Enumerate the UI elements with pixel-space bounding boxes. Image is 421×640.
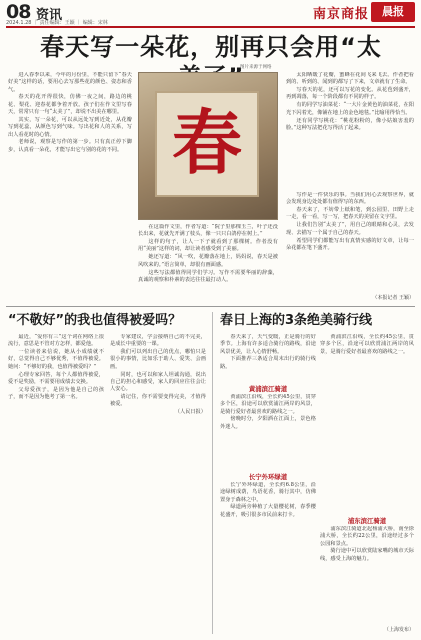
paragraph: 春天的花开得很快，仿佛一夜之间，路边的桃花、梨花、迎春花都争着开放。孩子们在作文里写春天，常常只有一句“太美了”，却说不出美在哪里。: [8, 94, 132, 116]
paragraph: 春天来了，不妨带上纸和笔，到公园里、田野上走一走，看一看，写一写，把春天的美留在文字里。: [286, 207, 414, 221]
paragraph: 在这篇作文里，作者写道：“院子里那棵玉兰，叶子还没长出来，花就先开满了枝头，像一只只白鸽停在树上。”: [138, 224, 278, 238]
paragraph: 太阳晒暖了花瓣，蜜蜂在花间飞来飞去。作者把看到的、听到的、闻到的都写了下来，文章就有了生命。: [286, 72, 414, 86]
feature-signoff: （本报记者 王颖）: [372, 295, 414, 301]
route-heading-pudong: 浦东滨江骑道: [347, 517, 387, 525]
paragraph: 心理专家回答，每个人都值得被爱，爱不是奖励，不需要用成绩去交换。: [8, 371, 104, 385]
essay-column-1: [8, 334, 104, 634]
feature-column-1: [8, 72, 132, 304]
paragraph: 进入春季以来，今年的月份里，不能只留下“春天好美”这样的话，要用心去写那些花的颜色、姿态和香气。: [8, 72, 132, 93]
paper-logo: 晨报: [371, 2, 415, 22]
paragraph: 父母爱孩子，是因为他是自己的孩子，而不是因为他考了第一名。: [8, 386, 104, 401]
feature-column-3: [286, 72, 414, 190]
route-text-changning: [220, 482, 316, 632]
essay-column-2: [110, 334, 206, 634]
paper-name: 南京商报: [312, 7, 369, 22]
paragraph: 专家建议，学会接纳自己的不完美，是成长中重要的一课。: [110, 334, 206, 348]
issue-date: 2024.1.28 ｜ 责任编辑：王颖 ｜ 编辑：宋林: [6, 20, 108, 26]
paragraph: 绿道两旁种植了大量樱花树，春季樱花盛开，吸引很多市民前来打卡。: [220, 504, 316, 518]
masthead: [0, 0, 421, 24]
travel-continuation: [320, 334, 414, 512]
paragraph: 浦东滨江骑道北起杨浦大桥，南至徐浦大桥，全长约22公里，沿途经过多个公园和景点。: [320, 526, 414, 547]
paragraph: 黄浦滨江沿线，全长约45公里，贯穿多个区，沿途可以欣赏浦江两岸的风景，是骑行爱好者最喜欢的路线之一。: [320, 334, 414, 355]
feature-headline: 春天写一朵花，别再只会用“太: [40, 33, 382, 61]
paragraph: 黄浦滨江沿线，全长约45公里，贯穿多个区，沿途可以欣赏浦江两岸的风景，是骑行爱好者最喜欢的路线之一。: [220, 394, 316, 415]
feature-column-2: [138, 224, 278, 304]
route-heading-changning: 长宁外环绿道: [248, 473, 288, 481]
paragraph: 请记住，你不需要变得完美，才值得被爱。: [110, 394, 206, 408]
route-text-pudong: [320, 526, 414, 622]
paragraph: 这样的句子，让人一下子就看到了那棵树。作者没有用“美丽”这样的词，却让读者感受到了美丽。: [138, 239, 278, 253]
paragraph: 让我们告别“太美了”，用自己的眼睛和心灵，去发现、去描写一个属于自己的春天。: [286, 222, 414, 236]
paragraph: 长宁外环绿道，全长约6.8公里，沿途绿树成荫，鸟语花香，骑行其中，仿佛置身于森林之中。: [220, 482, 316, 503]
header-rule: [6, 26, 415, 28]
travel-headline: 春日上海的3条绝美骑行线: [220, 313, 373, 328]
column-divider: [212, 312, 213, 634]
paragraph: 我们可以列出自己的优点，哪怕只是很小的事情，比如乐于助人、爱笑、会画画。: [110, 349, 206, 370]
paragraph: 同时，也可以和家人坦诚沟通，说出自己的担心和感受，家人的回应往往会让人安心。: [110, 371, 206, 393]
paragraph: 老师说，观察是写作的第一步。只有真正停下脚步，认真看一朵花，才能写出它与别的花的不同。: [8, 139, 132, 153]
travel-intro: [220, 334, 316, 378]
paragraph: 希望同学们都能写出有真情实感的好文章，让每一朵花都在笔下盛开。: [286, 237, 414, 251]
essay-headline: “不敬好”的我也值得被爱吗？: [8, 313, 182, 328]
feature-photo: [138, 72, 278, 220]
travel-signoff: （上海发布）: [383, 627, 414, 633]
paragraph: 春天来了，天气变暖，正是骑行的好季节。上海有许多适合骑行的路线，沿途风景优美，让人心情舒畅。: [220, 334, 316, 355]
page-number: 08: [6, 1, 31, 23]
paragraph: 一位读者来信说，她从小成绩就不好，总觉得自己不够优秀，不值得被爱。她问：“不够好的我，也值得被爱吗？”: [8, 349, 104, 370]
photo-caption: 图片来源于网络: [240, 65, 272, 70]
route-heading-huangpu: 黄浦滨江骑道: [248, 385, 288, 393]
paragraph: 这些写法都值得同学们学习。写作不需要华丽的辞藻，真诚的观察和朴素的表达往往最打动人。: [138, 269, 278, 283]
paragraph: 还有同学写桃花：“桃花粉粉的，像小姑娘害羞的脸。”这种写法把花写得活了起来。: [286, 117, 414, 131]
route-text-huangpu: [220, 394, 316, 464]
section-name: 资讯: [36, 8, 63, 23]
paragraph: 傍晚时分，夕阳洒在江面上，景色格外迷人。: [220, 416, 316, 430]
paragraph: 她还写道：“风一吹，花瓣落在地上，妈妈说，春天是被风吹来的。”语言简单，却很有画面感。: [138, 254, 278, 268]
section-divider: [6, 306, 415, 307]
paragraph: 最近，“爱你有三”这个词在网络上很流行，意思是不管对方怎样，都爱他。: [8, 334, 104, 348]
feature-column-4: [286, 192, 414, 292]
paragraph: 写春天的花，还可以写花的变化。从花苞到盛开，再到凋落，每一个阶段都有不同的样子。: [286, 87, 414, 101]
spring-character-image: 春: [172, 101, 242, 184]
paragraph: 下面推荐三条适合周末出行的骑行线路。: [220, 356, 316, 370]
paragraph: 有的同学写油菜花：“一大片金黄色的油菜花，在阳光下闪着光，像铺在地上的金色地毯。”比喻用得恰当。: [286, 102, 414, 116]
paragraph: 骑行途中可以欣赏陆家嘴的城市天际线，感受上海的魅力。: [320, 548, 414, 562]
paragraph: 写作是一件快乐的事。当我们用心去观察世界，就会发现身边处处都有值得写的东西。: [286, 192, 414, 206]
essay-source: （人民日报）: [174, 409, 206, 416]
paragraph: 其实，写一朵花，可以从远处写到近处，从花瓣写到花蕊，从颜色写到气味。写出花和人的关系，写出人看花时的心情。: [8, 116, 132, 138]
